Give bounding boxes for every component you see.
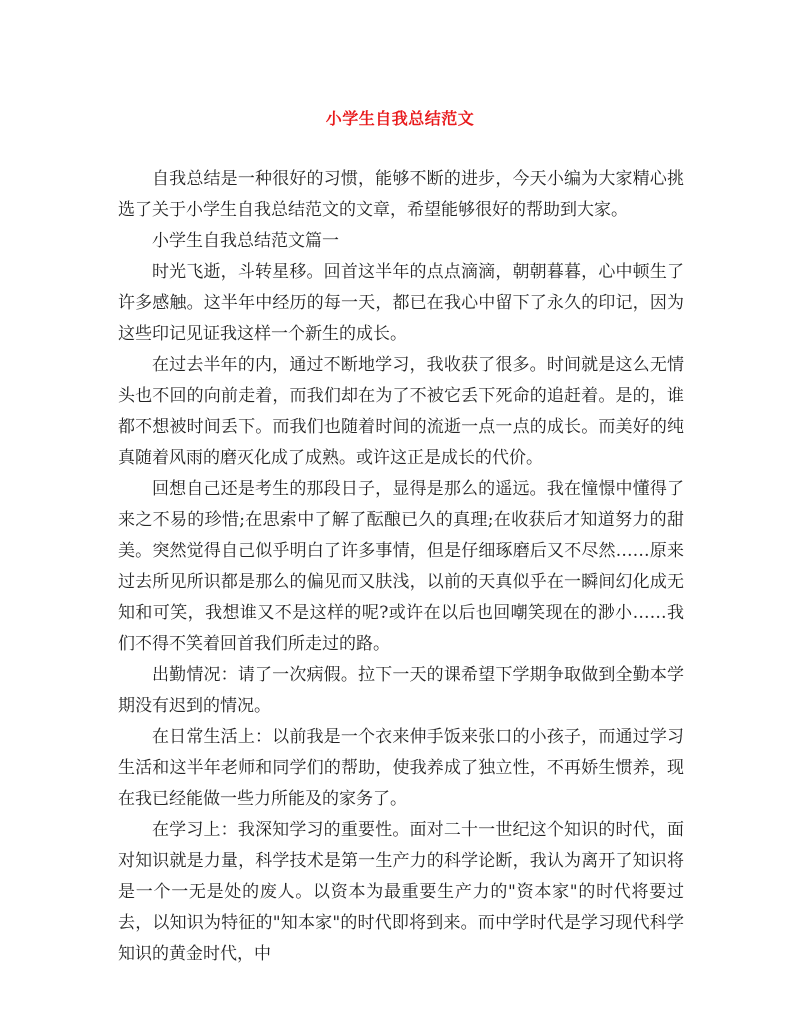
paragraph-study: 在学习上：我深知学习的重要性。面对二十一世纪这个知识的时代，面对知识就是力量，科学技术是第一生产力的科学论断，我认为离开了知识将是一个一无是处的废人。以资本为最重要生产力的"资本家"的时代将要过去，以知识为特征的"知本家"的时代即将到来。而中学时代是学习现代科学知识的黄金时代，中 [118,820,684,964]
paragraph-daily-life: 在日常生活上：以前我是一个衣来伸手饭来张口的小孩子，而通过学习生活和这半年老师和同学们的帮助，使我养成了独立性，不再娇生惯养，现在我已经能做一些力所能及的家务了。 [118,727,684,809]
paragraph: 在过去半年的内，通过不断地学习，我收获了很多。时间就是这么无情头也不回的向前走着，而我们却在为了不被它丢下死命的追赶着。是的，谁都不想被时间丢下。而我们也随着时间的流逝一点一点的成长。而美好的纯真随着风雨的磨灭化成了成熟。或许这正是成长的代价。 [118,355,684,468]
section-heading: 小学生自我总结范文篇一 [152,231,339,251]
paragraph: 回想自己还是考生的那段日子，显得是那么的遥远。我在憧憬中懂得了来之不易的珍惜;在思索中了解了酝酿已久的真理;在收获后才知道努力的甜美。突然觉得自己似乎明白了许多事情，但是仔细琢磨后又不尽然……原来过去所见所识都是那么的偏见而又肤浅，以前的天真似乎在一瞬间幻化成无知和可笑，我想谁又不是这样的呢?或许在以后也回嘲笑现在的渺小……我们不得不笑着回首我们所走过的路。 [118,479,684,654]
paragraph-intro: 自我总结是一种很好的习惯，能够不断的进步，今天小编为大家精心挑选了关于小学生自我总结范文的文章，希望能够很好的帮助到大家。 [118,169,684,220]
paragraph: 时光飞逝，斗转星移。回首这半年的点点滴滴，朝朝暮暮，心中顿生了许多感触。这半年中经历的每一天，都已在我心中留下了永久的印记，因为这些印记见证我这样一个新生的成长。 [118,262,684,344]
document-body [118,164,684,970]
document-title: 小学生自我总结范文 [325,109,475,128]
paragraph-attendance: 出勤情况：请了一次病假。拉下一天的课希望下学期争取做到全勤本学期没有迟到的情况。 [118,665,684,716]
